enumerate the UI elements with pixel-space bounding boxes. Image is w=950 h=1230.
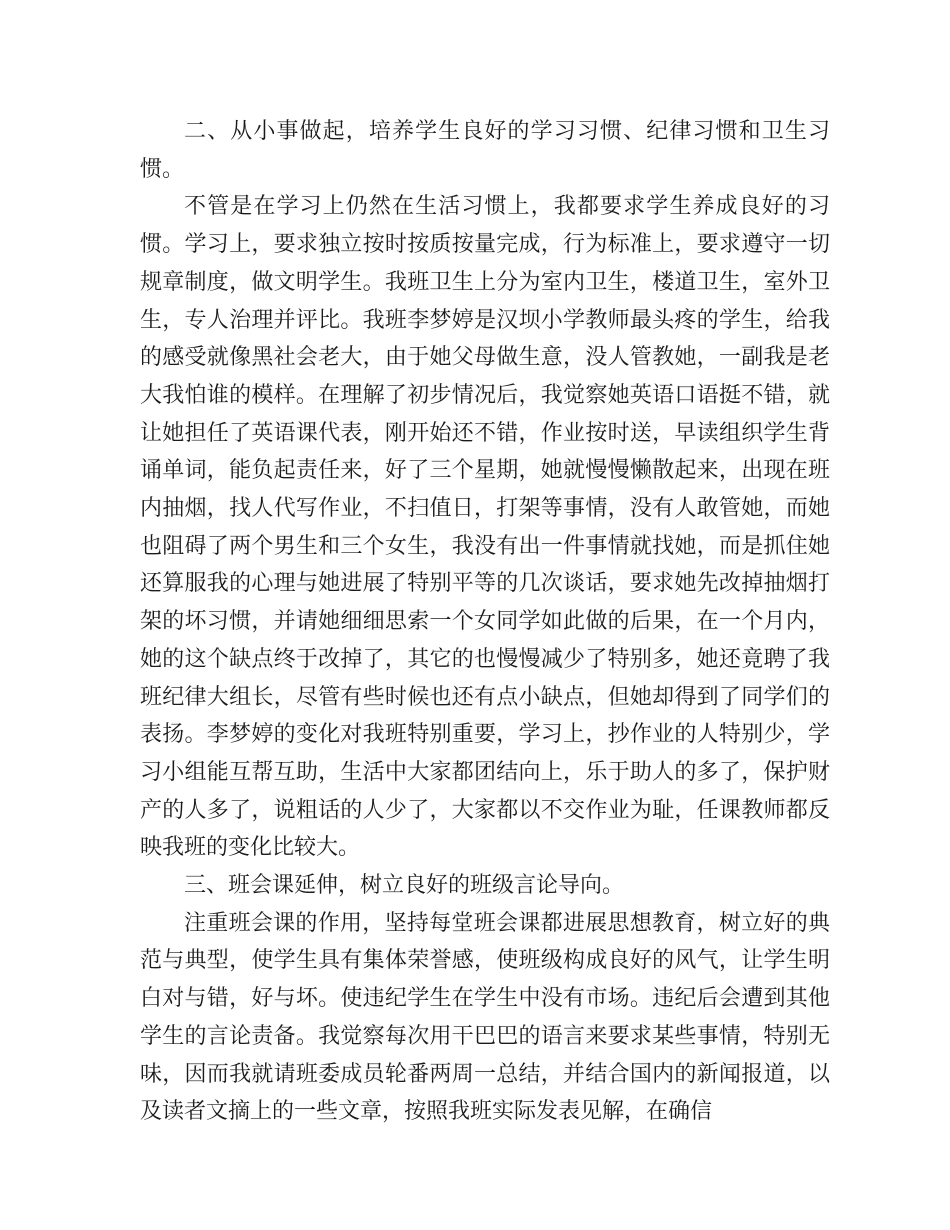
document-body — [140, 113, 830, 1131]
section-heading-2: 二、从小事做起，培养学生良好的学习习惯、纪律习惯和卫生习惯。 — [140, 119, 830, 182]
body-paragraph-2: 注重班会课的作用，坚持每堂班会课都进展思想教育，树立好的典范与典型，使学生具有集体荣誉感，使班级构成良好的风气，让学生明白对与错，好与坏。使违纪学生在学生中没有市场。违纪后会遭到其他学生的言论责备。我觉察每次用干巴巴的语言来要求某些事情，特别无味，因而我就请班委成员轮番两周一总结，并结合国内的新闻报道，以及读者文摘上的一些文章，按照我班实际发表见解，在确信 — [140, 910, 830, 1125]
section-heading-3: 三、班会课延伸，树立良好的班级言论导向。 — [184, 873, 625, 899]
body-paragraph-1: 不管是在学习上仍然在生活习惯上，我都要求学生养成良好的习惯。学习上，要求独立按时按质按量完成，行为标准上，要求遵守一切规章制度，做文明学生。我班卫生上分为室内卫生，楼道卫生，室外卫生，专人治理并评比。我班李梦婷是汉坝小学教师最头疼的学生，给我的感受就像黑社会老大，由于她父母做生意，没人管教她，一副我是老大我怕谁的模样。在理解了初步情况后，我觉察她英语口语挺不错，就让她担任了英语课代表，刚开始还不错，作业按时送，早读组织学生背诵单词，能负起责任来，好了三个星期，她就慢慢懒散起来，出现在班内抽烟，找人代写作业，不扫值日，打架等事情，没有人敢管她，而她也阻碍了两个男生和三个女生，我没有出一件事情就找她，而是抓住她还算服我的心理与她进展了特别平等的几次谈话，要求她先改掉抽烟打架的坏习惯，并请她细细思索一个女同学如此做的后果，在一个月内，她的这个缺点终于改掉了，其它的也慢慢减少了特别多，她还竟聘了我班纪律大组长，尽管有些时候也还有点小缺点，但她却得到了同学们的表扬。李梦婷的变化对我班特别重要，学习上，抄作业的人特别少，学习小组能互帮互助，生活中大家都团结向上，乐于助人的多了，保护财产的人多了，说粗话的人少了，大家都以不交作业为耻，任课教师都反映我班的变化比较大。 — [140, 194, 830, 861]
